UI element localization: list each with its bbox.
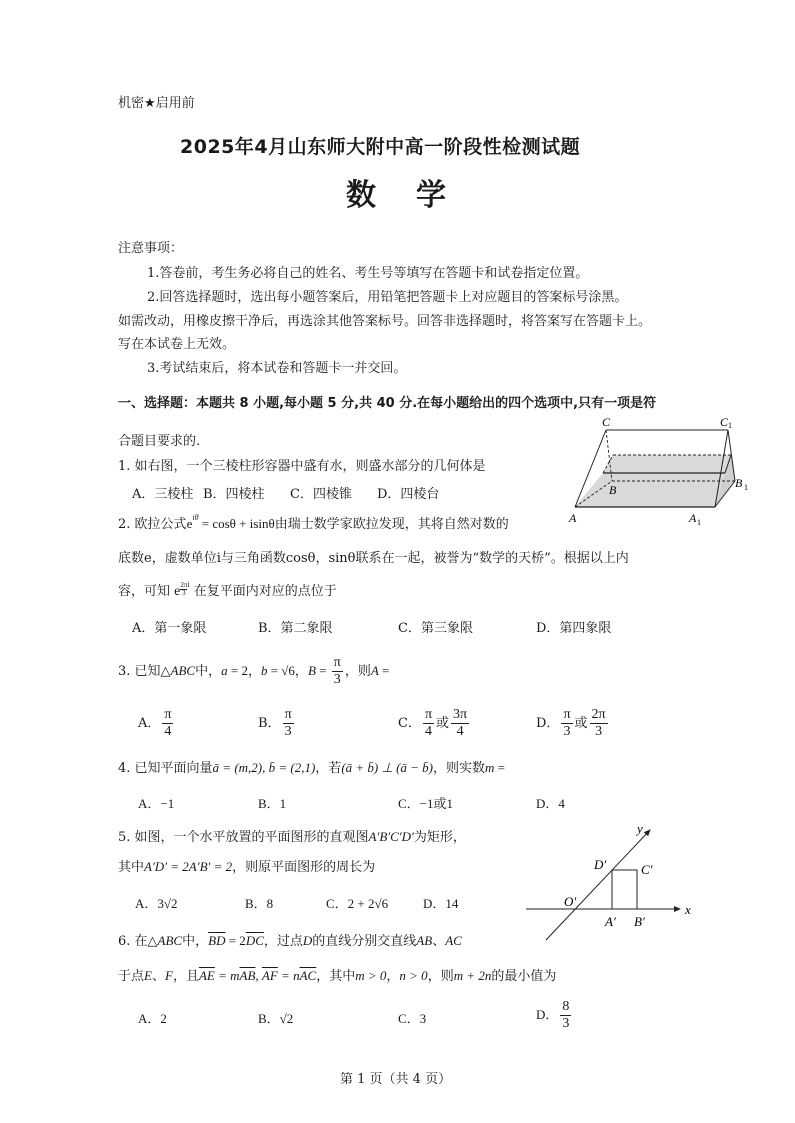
q3-option-b[interactable]: [258, 708, 296, 739]
q2-text4: 在复平面内对应的点位于: [193, 584, 337, 599]
q6-text: 、: [151, 969, 165, 984]
q1-option-a[interactable]: A．三棱柱: [132, 487, 194, 502]
q4-text: ，若: [315, 761, 342, 776]
notice-item: 3.考试结束后，将本试卷和答题卡一并交回。: [147, 361, 407, 376]
q6-text: 的直线分别交直线: [312, 934, 417, 949]
q6-text: ，则: [427, 969, 454, 984]
option-frac: $\frac{\pi}{3}$: [563, 707, 571, 739]
label-D: D′: [594, 857, 607, 872]
q2-option-a[interactable]: A．第一象限: [132, 621, 207, 636]
option-frac: $\frac{2\pi}{3}$: [591, 707, 606, 739]
water-front-face: [575, 473, 725, 507]
q4-option-c[interactable]: C．−1或1: [398, 796, 454, 811]
q6-AC: AC: [445, 933, 462, 948]
q3-b: b: [260, 663, 268, 678]
q6-option-a[interactable]: A．2: [138, 1011, 167, 1026]
q6-option-d[interactable]: [536, 1000, 573, 1031]
q5-option-b[interactable]: B．8: [245, 896, 274, 911]
question-2-line1: [118, 513, 509, 532]
q4-var: m: [485, 760, 495, 775]
q3-text: 中，: [195, 664, 222, 679]
question-5-line2: [118, 856, 375, 875]
q6-eq: = n: [277, 968, 300, 983]
option-frac: $\frac{\pi}{3}$: [284, 707, 292, 739]
q5-option-a[interactable]: A．3√2: [135, 896, 178, 911]
q6-comma: ,: [255, 968, 262, 983]
notice-item: 写在本试卷上无效。: [118, 337, 236, 352]
q2-exp-i: i: [187, 580, 190, 589]
q6-vec-af: $\overline{AF}$: [261, 968, 278, 983]
notice-item: 2.回答选择题时，选出每小题答案后，用铅笔把答题卡上对应题目的答案标号涂黑。: [147, 290, 628, 305]
subject-title: 数学: [346, 178, 486, 213]
question-1-stem: 1. 如右图，一个三棱柱形容器中盛有水，则盛水部分的几何体是: [118, 459, 486, 474]
section-heading: 一、选择题：本题共 8 小题,每小题 5 分,共 40 分.在每小题给出的四个选项中,只有一项是符: [118, 396, 657, 411]
q3-A: A: [370, 663, 379, 678]
label-A1-sub: 1: [697, 518, 701, 527]
question-6-line1: [118, 930, 462, 949]
option-label: A．: [138, 716, 161, 731]
q6-text: ，其中: [316, 969, 356, 984]
confidential-mark: 机密★启用前: [118, 96, 195, 111]
oblique-axes-figure: [520, 810, 710, 950]
q2-number: 2.: [118, 517, 131, 532]
q3-text: 3. 已知△: [118, 664, 171, 679]
q6-option-c[interactable]: C．3: [398, 1011, 427, 1026]
option-sep: 或: [574, 716, 588, 731]
exam-title: 2025年4月山东师大附中高一阶段性检测试题: [180, 136, 581, 158]
page-number: 第 1 页（共 4 页）: [340, 1072, 452, 1087]
water-top-face: [603, 455, 731, 473]
q3-a-val: = 2，: [227, 663, 261, 678]
notice-heading: 注意事项：: [118, 241, 184, 256]
q6-cond: m > 0: [355, 968, 387, 983]
q2-text: 欧拉公式: [134, 517, 187, 532]
option-label: D．: [536, 1007, 559, 1022]
option-frac: $\frac{8}{3}$: [562, 999, 570, 1031]
q3-B-frac: [332, 656, 343, 687]
option-frac: $\frac{\pi}{4}$: [424, 707, 433, 739]
label-A: A: [569, 511, 577, 525]
q6-text: 中，: [182, 934, 209, 949]
label-B1-sub: 1: [744, 483, 748, 492]
q5-condition: A′D′ = 2A′B′ = 2: [144, 859, 233, 874]
q6-E: E: [144, 968, 152, 983]
option-label: B．: [258, 716, 281, 731]
question-3-stem: [118, 656, 389, 687]
prism-figure: [560, 410, 760, 530]
option-frac: $\frac{\pi}{4}$: [164, 707, 172, 739]
q3-eq: =: [315, 663, 330, 678]
q2-text3: 容，可知: [118, 584, 171, 599]
q6-cond: n > 0: [399, 968, 428, 983]
notice-item: 如需改动，用橡皮擦干净后，再选涂其他答案标号。回答非选择题时，将答案写在答题卡上。: [118, 314, 652, 329]
label-C1-sub: 1: [728, 421, 732, 430]
q2-formula: = cosθ + isinθ: [198, 516, 275, 531]
q6-triangle: ABC: [157, 933, 183, 948]
label-O: O′: [564, 894, 577, 909]
q3-text: ，则: [344, 664, 371, 679]
option-label: C．: [398, 716, 421, 731]
q5-text: 5. 如图，一个水平放置的平面图形的直观图: [118, 830, 369, 845]
q6-vec-dc: $\overline{DC}$: [245, 933, 264, 948]
q6-AB: AB: [416, 933, 433, 948]
q2-text2: 由瑞士数学家欧拉发现，其将自然对数的: [274, 517, 509, 532]
q3-option-a[interactable]: [138, 708, 175, 739]
q6-text: ，且: [172, 969, 199, 984]
q6-vec-bd: $\overline{BD}$: [208, 933, 226, 948]
q6-option-b[interactable]: B．√2: [258, 1011, 294, 1026]
q3-a: a: [221, 663, 228, 678]
option-sep: 或: [436, 716, 450, 731]
q2-option-b[interactable]: B．第二象限: [258, 621, 333, 636]
label-C1: C: [720, 415, 729, 429]
question-2-line3: [118, 580, 337, 600]
section-heading-cont: 合题目要求的.: [118, 434, 201, 449]
label-B: B: [609, 483, 617, 497]
q5-text: 为矩形，: [413, 830, 466, 845]
q6-text: 的最小值为: [491, 969, 557, 984]
q3-B-den: 3: [333, 672, 341, 687]
q5-text: ，则原平面图形的周长为: [232, 860, 376, 875]
q4-vectors: ā = (m,2), b̄ = (2,1): [212, 760, 316, 775]
q1-option-d[interactable]: D．四棱台: [377, 487, 440, 502]
question-2-line2: 底数e，虚数单位i与三角函数cosθ，sinθ联系在一起，被誉为“数学的天桥”。根据以上内: [118, 551, 629, 566]
q6-D: D: [302, 933, 313, 948]
q6-text: 6. 在△: [118, 934, 158, 949]
q1-option-c[interactable]: C．四棱锥: [290, 487, 352, 502]
label-x: x: [685, 902, 691, 917]
q5-text: 其中: [118, 860, 145, 875]
q3-b-val: = √6，: [267, 663, 308, 678]
q3-B-num: π: [333, 655, 341, 670]
q1-option-b[interactable]: B．四棱柱: [203, 487, 265, 502]
question-5-line1: [118, 826, 466, 845]
q6-text: 于点: [118, 969, 145, 984]
q6-vec-ae: $\overline{AE}$: [198, 968, 215, 983]
q3-option-d[interactable]: [536, 708, 610, 739]
label-A: A′: [605, 914, 616, 929]
q4-eq: =: [494, 760, 505, 775]
q5-rect: A′B′C′D′: [368, 829, 414, 844]
q5-option-c[interactable]: C．2 + 2√6: [326, 896, 389, 911]
q4-text: ，则实数: [433, 761, 486, 776]
q6-F: F: [164, 968, 173, 983]
rectangle: [612, 870, 637, 909]
q4-text: 4. 已知平面向量: [118, 761, 213, 776]
q2-exp-num: 2π: [180, 581, 188, 589]
q2-option-c[interactable]: C．第三象限: [398, 621, 473, 636]
label-C: C: [602, 415, 611, 429]
q5-option-d[interactable]: D．14: [423, 896, 459, 911]
q3-eq: =: [378, 663, 390, 678]
q6-vec-ab: $\overline{AB}$: [239, 968, 256, 983]
option-label: D．: [536, 716, 560, 731]
label-C: C′: [641, 862, 653, 877]
question-4-stem: [118, 757, 505, 776]
q6-text: ，过点: [263, 934, 303, 949]
label-B: B′: [634, 914, 645, 929]
question-6-line2: 于点E、F，且$\overline{AE} = m\overline{AB}$, $\overline{AF} = n\overline{AC}$，其中m > 0，n > 0，则m + 2n的最小值为: [118, 968, 557, 984]
q4-condition: (ā + b̄) ⊥ (ā − b̄): [341, 760, 433, 775]
q4-option-d[interactable]: D．4: [536, 796, 565, 811]
q2-formula-e: e: [186, 516, 193, 531]
label-y: y: [637, 821, 643, 836]
notice-item: 1.答卷前，考生务必将自己的姓名、考生号等填写在答题卡和试卷指定位置。: [147, 266, 589, 281]
q3-option-c[interactable]: [398, 708, 471, 739]
q6-eq: = m: [214, 968, 240, 983]
q6-vec-ac: $\overline{AC}$: [299, 968, 317, 983]
q3-B: B: [307, 663, 316, 678]
q2-option-d[interactable]: D．第四象限: [536, 621, 612, 636]
q2-formula-sup: iθ: [192, 513, 199, 522]
label-B1: B: [735, 476, 743, 490]
label-A1: A: [689, 511, 697, 525]
q3-triangle: ABC: [170, 663, 196, 678]
q6-text: 、: [432, 934, 446, 949]
q4-option-a[interactable]: A．−1: [138, 796, 175, 811]
q2-exp-base: e: [174, 584, 181, 599]
q6-expr: m + 2n: [453, 968, 492, 983]
q2-exp-den: 3: [182, 589, 186, 597]
q4-option-b[interactable]: B．1: [258, 796, 287, 811]
option-frac: $\frac{3\pi}{4}$: [453, 707, 468, 739]
q6-eq: = 2: [225, 933, 246, 948]
